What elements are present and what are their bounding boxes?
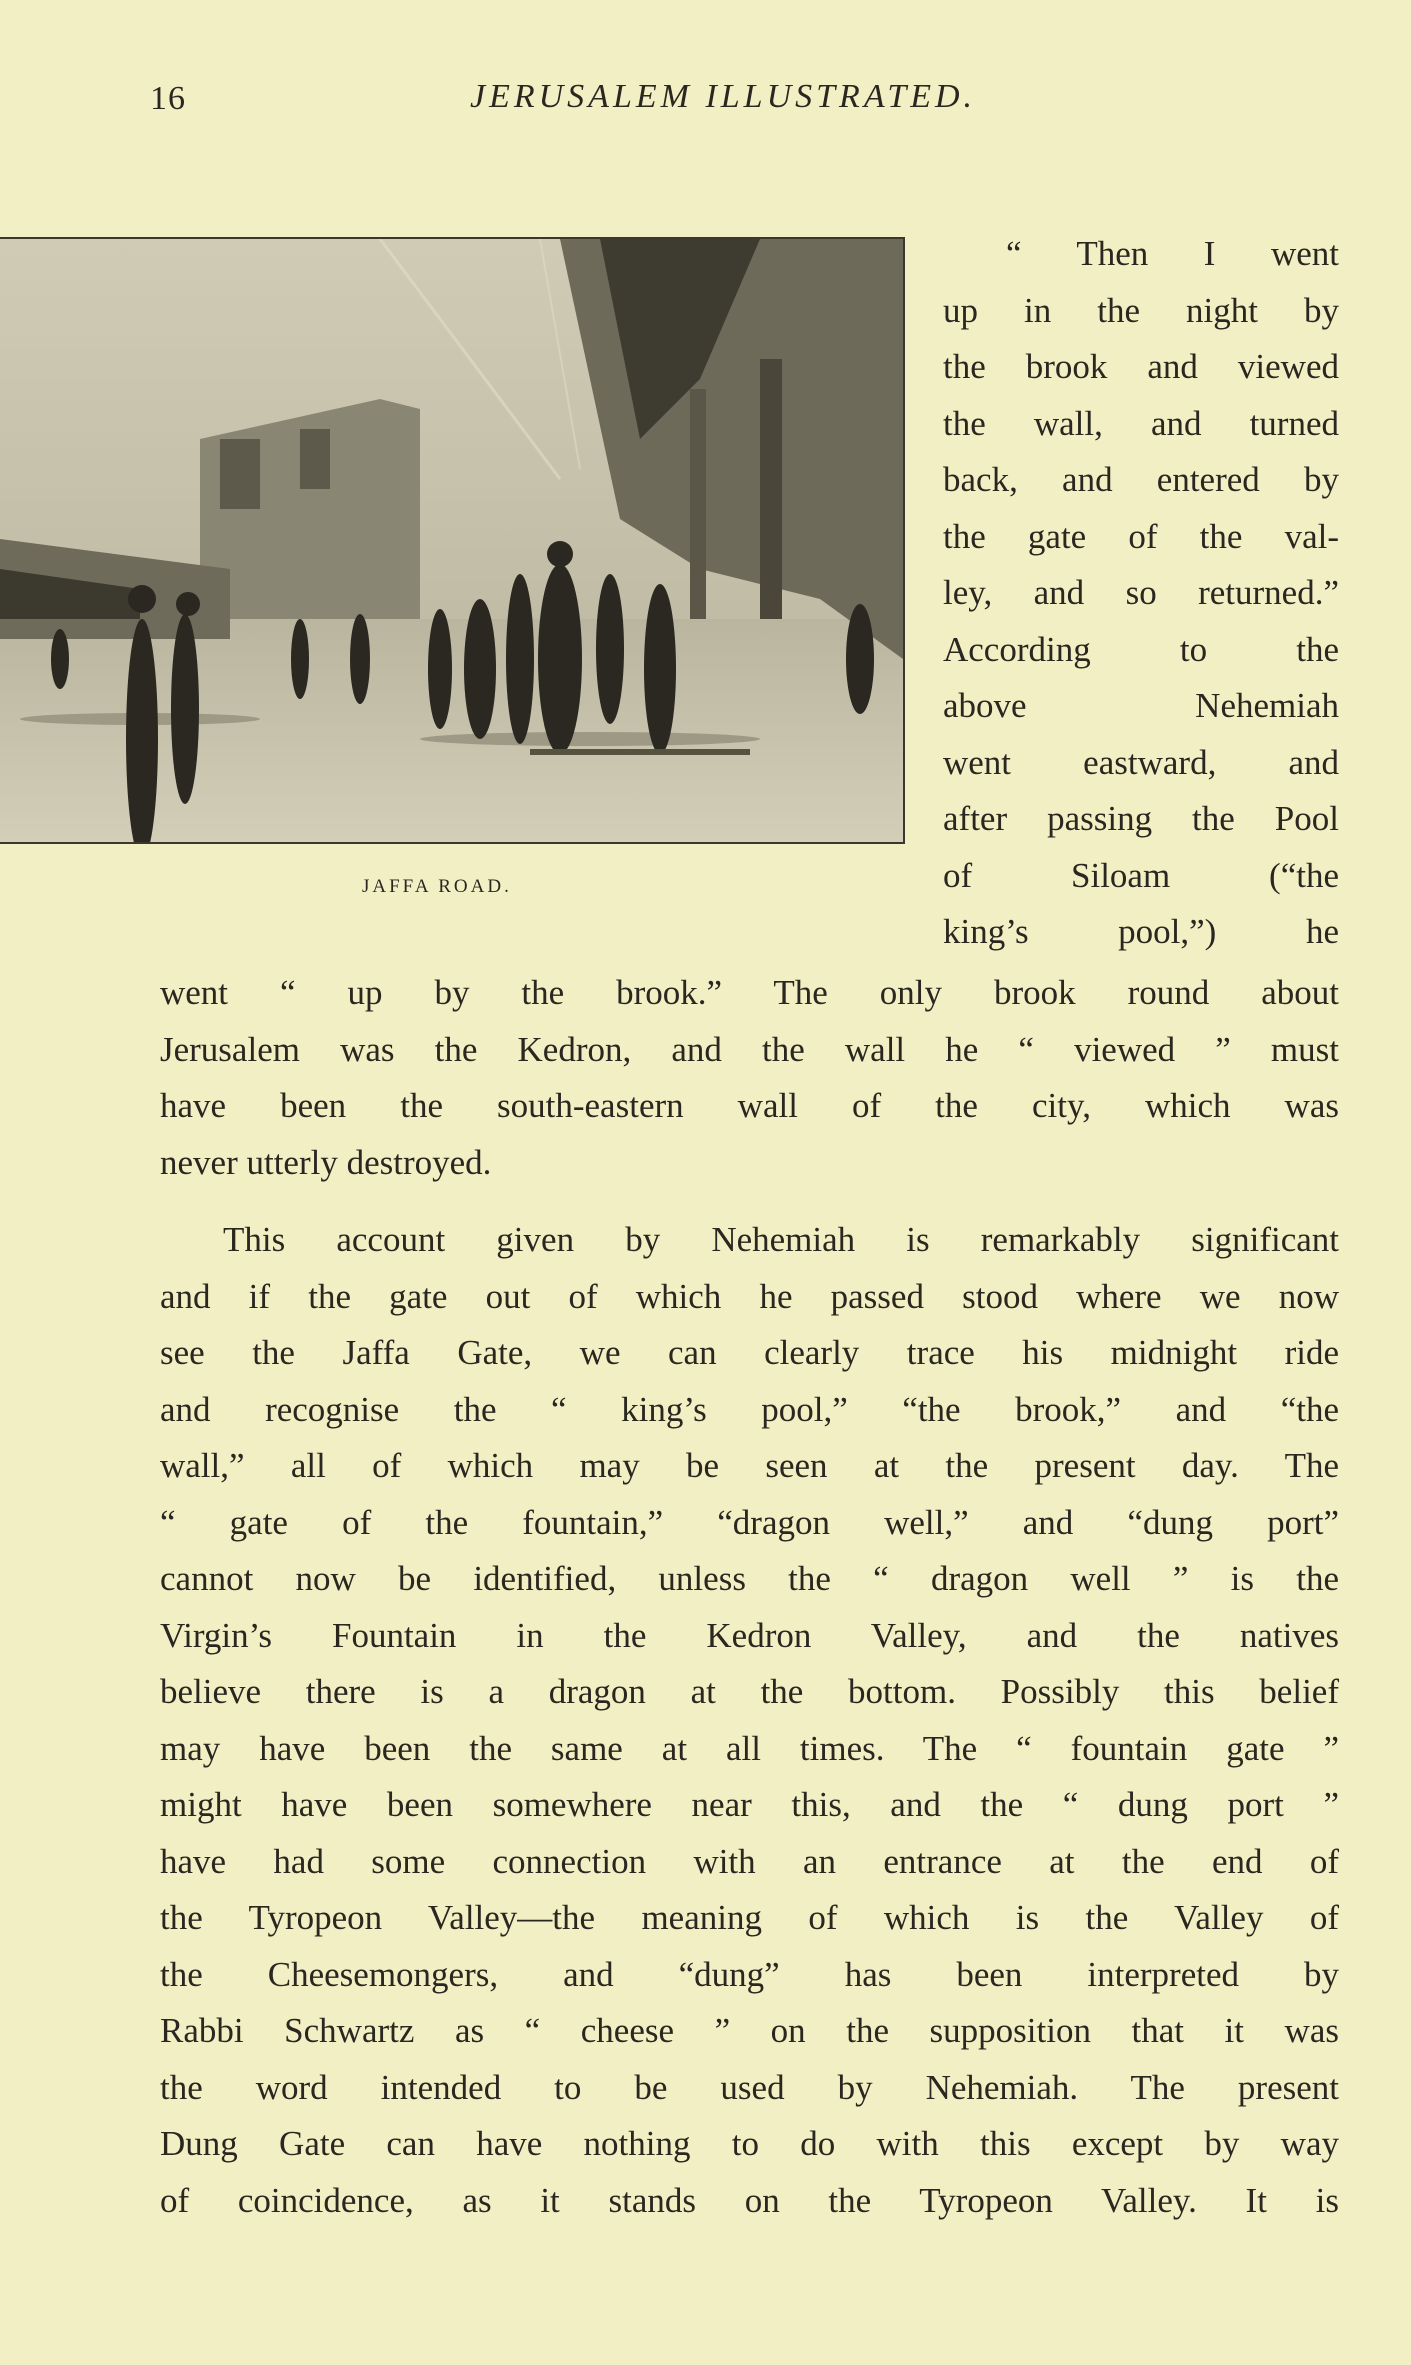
page-number: 16 xyxy=(150,80,186,117)
text-line: “ Then I went xyxy=(1006,234,1339,273)
text-line: and recognise the “ king’s pool,” “the brook,” and “the xyxy=(160,1389,1339,1429)
text-line: the Cheesemongers, and “dung” has been interpreted by xyxy=(160,1954,1339,1994)
text-line: the gate of the val- xyxy=(943,516,1339,556)
paragraph-1-wrap-column xyxy=(943,226,1339,961)
text-line: “ gate of the fountain,” “dragon well,” and “dung port” xyxy=(160,1502,1339,1542)
text-line: Dung Gate can have nothing to do with this except by way xyxy=(160,2124,1339,2163)
text-line: never utterly destroyed. xyxy=(160,1142,492,1182)
paragraph-2 xyxy=(160,1212,1339,2229)
text-line: Rabbi Schwartz as “ cheese ” on the supposition that it was xyxy=(160,2011,1339,2050)
text-line: of coincidence, as it stands on the Tyropeon Valley. It is xyxy=(160,2180,1339,2220)
paragraph-1-continuation xyxy=(160,965,1339,1191)
text-line: see the Jaffa Gate, we can clearly trace his midnight ride xyxy=(160,1333,1339,1372)
running-title: JERUSALEM ILLUSTRATED. xyxy=(470,78,977,115)
text-line: of Siloam (“the xyxy=(943,855,1339,895)
text-line: the brook and viewed xyxy=(943,347,1339,386)
text-line: after passing the Pool xyxy=(943,799,1339,838)
text-line: might have been somewhere near this, and the “ dung port ” xyxy=(160,1785,1339,1824)
text-line: have been the south-eastern wall of the city, which was xyxy=(160,1086,1339,1125)
text-line: the wall, and turned xyxy=(943,403,1339,443)
text-line: believe there is a dragon at the bottom. Possibly this belief xyxy=(160,1672,1339,1711)
text-line: According to the xyxy=(943,629,1339,669)
text-line: up in the night by xyxy=(943,290,1339,330)
figure-caption: JAFFA ROAD. xyxy=(362,876,512,897)
text-line: This account given by Nehemiah is remarkably significant xyxy=(223,1220,1339,1259)
text-line: and if the gate out of which he passed stood where we now xyxy=(160,1276,1339,1316)
text-line: went eastward, and xyxy=(943,742,1339,782)
text-line: king’s pool,”) he xyxy=(943,912,1339,951)
text-line: back, and entered by xyxy=(943,460,1339,499)
text-line: the Tyropeon Valley—the meaning of which is the Valley of xyxy=(160,1898,1339,1937)
text-line: above Nehemiah xyxy=(943,686,1339,725)
running-head xyxy=(0,70,1411,130)
text-line: have had some connection with an entrance at the end of xyxy=(160,1841,1339,1881)
text-line: cannot now be identified, unless the “ dragon well ” is the xyxy=(160,1559,1339,1598)
text-line: the word intended to be used by Nehemiah. The present xyxy=(160,2067,1339,2107)
text-line: wall,” all of which may be seen at the present day. The xyxy=(160,1446,1339,1485)
text-line: may have been the same at all times. The “ fountain gate ” xyxy=(160,1728,1339,1768)
text-line: ley, and so returned.” xyxy=(943,573,1339,612)
photo-illustration xyxy=(0,239,903,842)
text-line: went “ up by the brook.” The only brook round about xyxy=(160,973,1339,1012)
text-line: Virgin’s Fountain in the Kedron Valley, and the natives xyxy=(160,1615,1339,1655)
text-line: Jerusalem was the Kedron, and the wall he “ viewed ” must xyxy=(160,1029,1339,1069)
jaffa-road-photograph xyxy=(0,237,905,844)
